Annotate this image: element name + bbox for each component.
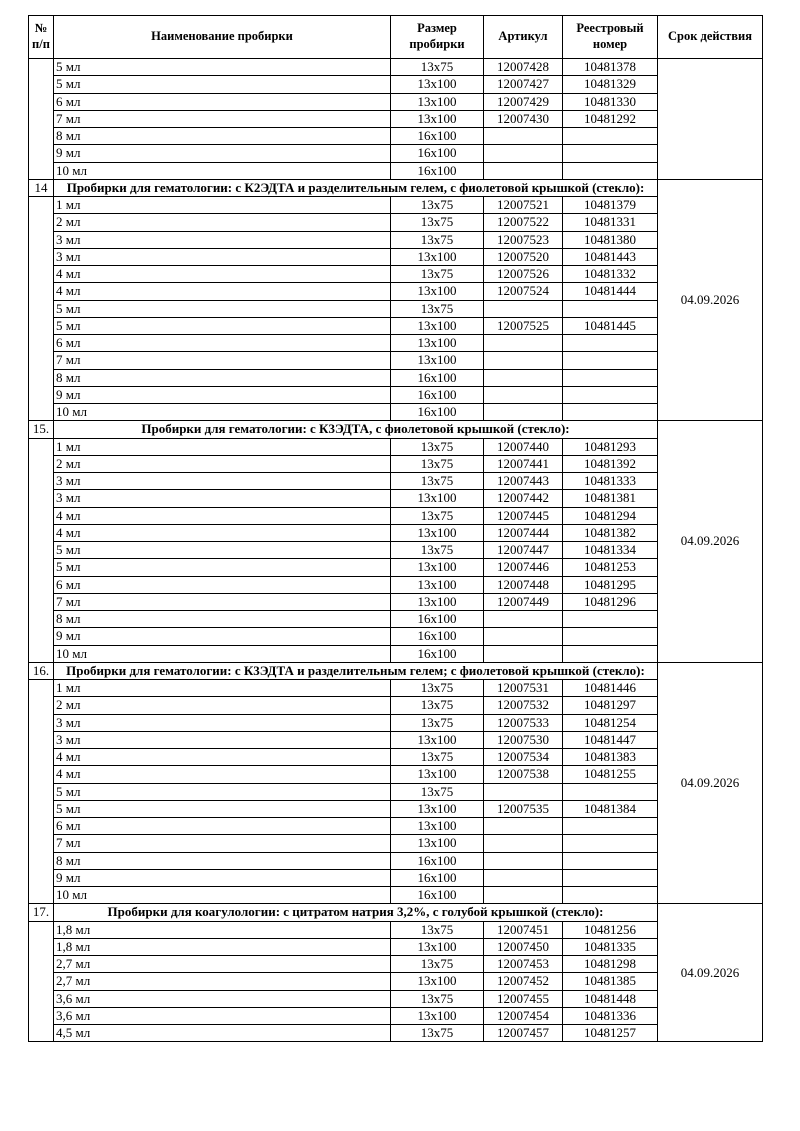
table-row	[29, 507, 763, 524]
cell-size: 13x100	[391, 524, 484, 541]
table-row	[29, 645, 763, 662]
cell-name: 5 мл	[54, 76, 391, 93]
cell-registry	[563, 404, 658, 421]
cell-registry: 10481380	[563, 231, 658, 248]
cell-article: 12007525	[484, 317, 563, 334]
cell-article: 12007538	[484, 766, 563, 783]
cell-size: 13x100	[391, 317, 484, 334]
cell-registry	[563, 818, 658, 835]
cell-name: 5 мл	[54, 317, 391, 334]
section-number: 14	[29, 179, 54, 196]
cell-registry: 10481295	[563, 576, 658, 593]
cell-article	[484, 162, 563, 179]
table-row	[29, 490, 763, 507]
table-row	[29, 680, 763, 697]
cell-registry: 10481331	[563, 214, 658, 231]
cell-name: 2,7 мл	[54, 973, 391, 990]
cell-registry: 10481256	[563, 921, 658, 938]
cell-article	[484, 887, 563, 904]
section-number: 15.	[29, 421, 54, 438]
cell-size: 16x100	[391, 145, 484, 162]
cell-registry	[563, 300, 658, 317]
cell-size: 13x75	[391, 749, 484, 766]
table-row	[29, 1007, 763, 1024]
cell-size: 13x75	[391, 542, 484, 559]
table-row	[29, 248, 763, 265]
cell-size: 16x100	[391, 852, 484, 869]
cell-name: 5 мл	[54, 800, 391, 817]
cell-size: 13x100	[391, 593, 484, 610]
cell-size: 13x100	[391, 938, 484, 955]
cell-registry: 10481378	[563, 59, 658, 76]
cell-article: 12007450	[484, 938, 563, 955]
cell-registry	[563, 352, 658, 369]
cell-article: 12007443	[484, 473, 563, 490]
cell-article: 12007451	[484, 921, 563, 938]
cell-article: 12007520	[484, 248, 563, 265]
cell-name: 7 мл	[54, 835, 391, 852]
cell-name: 4 мл	[54, 766, 391, 783]
table-row	[29, 231, 763, 248]
cell-size: 13x100	[391, 800, 484, 817]
section-header-row	[29, 179, 763, 196]
cell-size: 13x100	[391, 818, 484, 835]
section-title: Пробирки для гематологии: с К2ЭДТА и разделительным гелем, с фиолетовой крышкой (стекло):	[54, 179, 658, 196]
cell-name: 10 мл	[54, 887, 391, 904]
table-row	[29, 835, 763, 852]
cell-article	[484, 369, 563, 386]
table-row	[29, 76, 763, 93]
table-row	[29, 524, 763, 541]
number-column-spacer	[29, 59, 54, 180]
table-row	[29, 887, 763, 904]
table-row	[29, 576, 763, 593]
table-row	[29, 266, 763, 283]
cell-registry: 10481334	[563, 542, 658, 559]
cell-name: 3 мл	[54, 731, 391, 748]
cell-article: 12007427	[484, 76, 563, 93]
table-row	[29, 93, 763, 110]
cell-name: 9 мл	[54, 145, 391, 162]
cell-size: 16x100	[391, 645, 484, 662]
table-header	[29, 16, 763, 59]
cell-article	[484, 869, 563, 886]
cell-registry: 10481444	[563, 283, 658, 300]
cell-registry: 10481443	[563, 248, 658, 265]
number-column-spacer	[29, 680, 54, 904]
table-row	[29, 611, 763, 628]
table-row	[29, 352, 763, 369]
cell-size: 13x100	[391, 110, 484, 127]
cell-size: 13x100	[391, 576, 484, 593]
table-row	[29, 593, 763, 610]
column-header-registry: Реестровый номер	[563, 16, 658, 59]
table-row	[29, 697, 763, 714]
cell-name: 5 мл	[54, 59, 391, 76]
table-row	[29, 283, 763, 300]
table-row	[29, 404, 763, 421]
cell-name: 2 мл	[54, 214, 391, 231]
table-row	[29, 214, 763, 231]
number-column-spacer	[29, 438, 54, 662]
table-row	[29, 162, 763, 179]
cell-size: 13x100	[391, 93, 484, 110]
table-row	[29, 956, 763, 973]
cell-article: 12007448	[484, 576, 563, 593]
column-header-validity: Срок действия	[658, 16, 763, 59]
cell-article: 12007532	[484, 697, 563, 714]
table-row	[29, 818, 763, 835]
table-row	[29, 110, 763, 127]
cell-size: 13x75	[391, 300, 484, 317]
cell-registry: 10481385	[563, 973, 658, 990]
cell-article	[484, 645, 563, 662]
cell-article: 12007530	[484, 731, 563, 748]
cell-size: 13x75	[391, 266, 484, 283]
cell-size: 13x75	[391, 956, 484, 973]
cell-registry	[563, 645, 658, 662]
table-row	[29, 197, 763, 214]
table-row	[29, 317, 763, 334]
cell-name: 4 мл	[54, 266, 391, 283]
cell-article	[484, 352, 563, 369]
table-row	[29, 335, 763, 352]
cell-registry	[563, 162, 658, 179]
column-header-article: Артикул	[484, 16, 563, 59]
cell-registry: 10481384	[563, 800, 658, 817]
column-header-name: Наименование пробирки	[54, 16, 391, 59]
cell-size: 13x75	[391, 680, 484, 697]
section-title: Пробирки для коагулологии: с цитратом натрия 3,2%, с голубой крышкой (стекло):	[54, 904, 658, 921]
cell-name: 9 мл	[54, 628, 391, 645]
cell-article: 12007531	[484, 680, 563, 697]
cell-registry: 10481381	[563, 490, 658, 507]
cell-size: 13x75	[391, 921, 484, 938]
table-row	[29, 938, 763, 955]
cell-article	[484, 783, 563, 800]
cell-article	[484, 145, 563, 162]
cell-registry	[563, 369, 658, 386]
validity-cell: 04.09.2026	[658, 179, 763, 421]
cell-name: 7 мл	[54, 110, 391, 127]
cell-name: 3 мл	[54, 231, 391, 248]
cell-name: 1 мл	[54, 197, 391, 214]
table-row	[29, 990, 763, 1007]
cell-registry: 10481445	[563, 317, 658, 334]
cell-article: 12007449	[484, 593, 563, 610]
cell-name: 2 мл	[54, 697, 391, 714]
cell-size: 13x100	[391, 76, 484, 93]
cell-name: 8 мл	[54, 852, 391, 869]
cell-size: 16x100	[391, 369, 484, 386]
validity-cell	[658, 59, 763, 180]
cell-size: 13x75	[391, 473, 484, 490]
cell-name: 5 мл	[54, 542, 391, 559]
cell-registry: 10481383	[563, 749, 658, 766]
cell-size: 16x100	[391, 869, 484, 886]
cell-article	[484, 852, 563, 869]
cell-registry: 10481293	[563, 438, 658, 455]
cell-size: 16x100	[391, 386, 484, 403]
cell-size: 16x100	[391, 162, 484, 179]
cell-name: 6 мл	[54, 93, 391, 110]
cell-name: 6 мл	[54, 335, 391, 352]
cell-name: 8 мл	[54, 611, 391, 628]
cell-name: 7 мл	[54, 593, 391, 610]
cell-size: 13x75	[391, 438, 484, 455]
cell-size: 13x75	[391, 990, 484, 1007]
cell-registry: 10481292	[563, 110, 658, 127]
table-row	[29, 628, 763, 645]
cell-name: 3 мл	[54, 714, 391, 731]
cell-registry: 10481447	[563, 731, 658, 748]
cell-article: 12007521	[484, 197, 563, 214]
table-row	[29, 369, 763, 386]
cell-registry	[563, 128, 658, 145]
cell-article: 12007429	[484, 93, 563, 110]
cell-article: 12007454	[484, 1007, 563, 1024]
cell-article: 12007452	[484, 973, 563, 990]
cell-name: 4,5 мл	[54, 1025, 391, 1042]
table-row	[29, 973, 763, 990]
cell-size: 16x100	[391, 887, 484, 904]
cell-article: 12007428	[484, 59, 563, 76]
cell-article: 12007445	[484, 507, 563, 524]
cell-name: 2,7 мл	[54, 956, 391, 973]
table-row	[29, 438, 763, 455]
cell-registry	[563, 869, 658, 886]
table-row	[29, 714, 763, 731]
table-row	[29, 783, 763, 800]
section-title: Пробирки для гематологии: с К3ЭДТА и разделительным гелем; с фиолетовой крышкой (стекло):	[54, 662, 658, 679]
cell-article: 12007534	[484, 749, 563, 766]
table-row	[29, 852, 763, 869]
cell-registry: 10481448	[563, 990, 658, 1007]
column-header-size: Размер пробирки	[391, 16, 484, 59]
cell-registry: 10481336	[563, 1007, 658, 1024]
cell-size: 13x100	[391, 731, 484, 748]
table-row	[29, 1025, 763, 1042]
section-number: 16.	[29, 662, 54, 679]
cell-size: 13x75	[391, 714, 484, 731]
number-column-spacer	[29, 197, 54, 421]
cell-name: 2 мл	[54, 455, 391, 472]
cell-size: 16x100	[391, 128, 484, 145]
cell-size: 13x100	[391, 335, 484, 352]
cell-size: 13x100	[391, 1007, 484, 1024]
table-row	[29, 455, 763, 472]
cell-registry: 10481335	[563, 938, 658, 955]
cell-size: 13x75	[391, 455, 484, 472]
cell-registry	[563, 783, 658, 800]
cell-name: 1 мл	[54, 438, 391, 455]
cell-registry	[563, 335, 658, 352]
cell-name: 10 мл	[54, 404, 391, 421]
cell-registry: 10481392	[563, 455, 658, 472]
cell-registry	[563, 835, 658, 852]
cell-registry	[563, 887, 658, 904]
table-row	[29, 749, 763, 766]
table-row	[29, 542, 763, 559]
table-row	[29, 800, 763, 817]
cell-size: 13x100	[391, 352, 484, 369]
section-title: Пробирки для гематологии: с К3ЭДТА, с фиолетовой крышкой (стекло):	[54, 421, 658, 438]
cell-article: 12007440	[484, 438, 563, 455]
cell-registry: 10481382	[563, 524, 658, 541]
cell-size: 13x75	[391, 231, 484, 248]
table-row	[29, 559, 763, 576]
cell-article: 12007535	[484, 800, 563, 817]
cell-registry: 10481329	[563, 76, 658, 93]
cell-article: 12007447	[484, 542, 563, 559]
cell-size: 16x100	[391, 611, 484, 628]
validity-cell: 04.09.2026	[658, 662, 763, 904]
cell-article: 12007446	[484, 559, 563, 576]
table-row	[29, 869, 763, 886]
cell-article	[484, 611, 563, 628]
section-number: 17.	[29, 904, 54, 921]
cell-name: 6 мл	[54, 576, 391, 593]
cell-article: 12007526	[484, 266, 563, 283]
cell-registry	[563, 145, 658, 162]
cell-article: 12007430	[484, 110, 563, 127]
cell-article: 12007444	[484, 524, 563, 541]
cell-article	[484, 335, 563, 352]
table-body	[29, 59, 763, 1042]
cell-registry: 10481255	[563, 766, 658, 783]
header-row	[29, 16, 763, 59]
cell-registry: 10481297	[563, 697, 658, 714]
cell-name: 1 мл	[54, 680, 391, 697]
cell-registry: 10481330	[563, 93, 658, 110]
section-header-row	[29, 662, 763, 679]
cell-article	[484, 818, 563, 835]
cell-article: 12007523	[484, 231, 563, 248]
cell-size: 13x100	[391, 490, 484, 507]
cell-registry	[563, 852, 658, 869]
cell-article	[484, 300, 563, 317]
cell-article	[484, 835, 563, 852]
cell-name: 3 мл	[54, 248, 391, 265]
cell-name: 1,8 мл	[54, 921, 391, 938]
cell-registry: 10481294	[563, 507, 658, 524]
cell-name: 8 мл	[54, 128, 391, 145]
table-row	[29, 473, 763, 490]
table-row	[29, 386, 763, 403]
validity-cell: 04.09.2026	[658, 904, 763, 1042]
cell-size: 13x75	[391, 783, 484, 800]
cell-size: 13x100	[391, 283, 484, 300]
cell-name: 3,6 мл	[54, 990, 391, 1007]
cell-registry: 10481446	[563, 680, 658, 697]
cell-article: 12007455	[484, 990, 563, 1007]
cell-size: 16x100	[391, 628, 484, 645]
cell-name: 3,6 мл	[54, 1007, 391, 1024]
cell-article: 12007441	[484, 455, 563, 472]
cell-registry: 10481254	[563, 714, 658, 731]
table-row	[29, 128, 763, 145]
cell-article	[484, 404, 563, 421]
cell-article: 12007522	[484, 214, 563, 231]
cell-size: 13x100	[391, 248, 484, 265]
cell-name: 4 мл	[54, 283, 391, 300]
cell-registry: 10481332	[563, 266, 658, 283]
table-row	[29, 300, 763, 317]
cell-name: 9 мл	[54, 869, 391, 886]
column-header-num: № п/п	[29, 16, 54, 59]
cell-size: 13x75	[391, 214, 484, 231]
cell-registry: 10481253	[563, 559, 658, 576]
cell-size: 13x100	[391, 559, 484, 576]
cell-size: 13x75	[391, 1025, 484, 1042]
cell-name: 4 мл	[54, 507, 391, 524]
cell-size: 13x100	[391, 973, 484, 990]
cell-registry: 10481333	[563, 473, 658, 490]
cell-size: 13x100	[391, 835, 484, 852]
cell-size: 13x100	[391, 766, 484, 783]
cell-name: 5 мл	[54, 559, 391, 576]
cell-size: 13x75	[391, 697, 484, 714]
cell-registry	[563, 628, 658, 645]
table-row	[29, 766, 763, 783]
cell-article	[484, 628, 563, 645]
cell-name: 6 мл	[54, 818, 391, 835]
cell-registry: 10481298	[563, 956, 658, 973]
cell-article: 12007442	[484, 490, 563, 507]
cell-article	[484, 128, 563, 145]
cell-name: 1,8 мл	[54, 938, 391, 955]
cell-registry: 10481257	[563, 1025, 658, 1042]
validity-cell: 04.09.2026	[658, 421, 763, 663]
cell-name: 10 мл	[54, 162, 391, 179]
cell-registry	[563, 386, 658, 403]
cell-registry	[563, 611, 658, 628]
cell-name: 5 мл	[54, 783, 391, 800]
cell-name: 4 мл	[54, 524, 391, 541]
cell-size: 13x75	[391, 197, 484, 214]
cell-article: 12007533	[484, 714, 563, 731]
cell-registry: 10481379	[563, 197, 658, 214]
cell-article: 12007457	[484, 1025, 563, 1042]
section-header-row	[29, 421, 763, 438]
table-row	[29, 59, 763, 76]
cell-size: 16x100	[391, 404, 484, 421]
cell-registry: 10481296	[563, 593, 658, 610]
table-row	[29, 145, 763, 162]
cell-name: 8 мл	[54, 369, 391, 386]
table-row	[29, 921, 763, 938]
cell-article	[484, 386, 563, 403]
cell-name: 3 мл	[54, 473, 391, 490]
cell-article: 12007524	[484, 283, 563, 300]
cell-name: 10 мл	[54, 645, 391, 662]
cell-name: 5 мл	[54, 300, 391, 317]
cell-name: 4 мл	[54, 749, 391, 766]
cell-name: 9 мл	[54, 386, 391, 403]
cell-size: 13x75	[391, 507, 484, 524]
number-column-spacer	[29, 921, 54, 1042]
cell-article: 12007453	[484, 956, 563, 973]
cell-name: 3 мл	[54, 490, 391, 507]
tubes-table	[28, 15, 763, 1042]
section-header-row	[29, 904, 763, 921]
cell-size: 13x75	[391, 59, 484, 76]
cell-name: 7 мл	[54, 352, 391, 369]
table-row	[29, 731, 763, 748]
